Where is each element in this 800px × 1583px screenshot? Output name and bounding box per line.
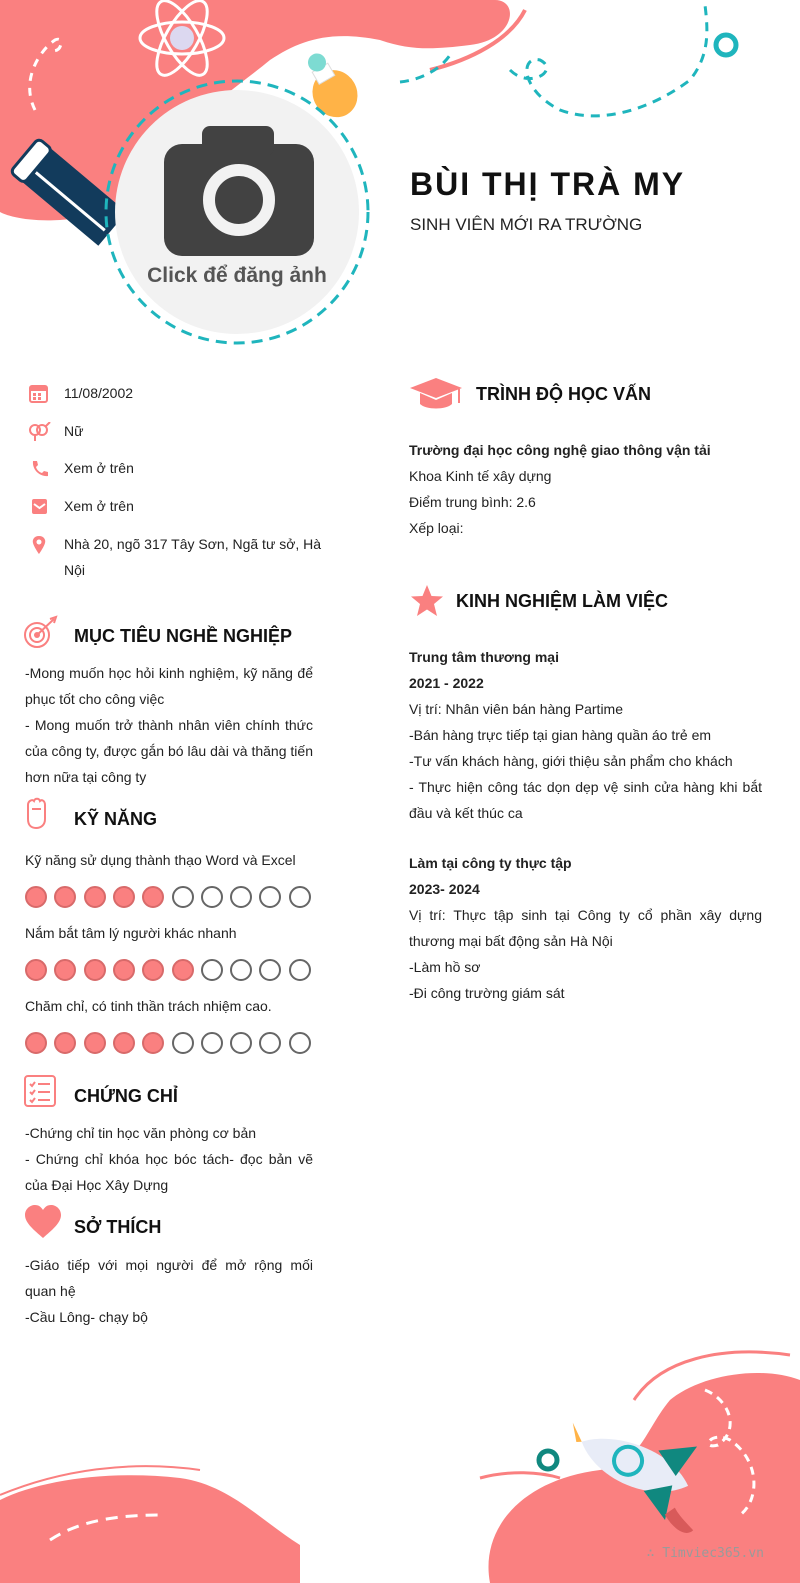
photo-placeholder-circle xyxy=(112,82,362,344)
job-period: 2023- 2024 xyxy=(409,881,480,897)
rating-dot xyxy=(289,1032,311,1054)
heart-icon xyxy=(24,1205,62,1239)
rating-dot xyxy=(25,1032,47,1054)
job-line: - Thực hiện công tác dọn dẹp vệ sinh cửa hàng khi bắt đầu và kết thúc ca xyxy=(409,779,762,821)
hobby-line: -Giáo tiếp với mọi người để mở rộng mối quan hệ xyxy=(25,1257,313,1299)
camera-icon xyxy=(164,126,314,256)
job-line: -Bán hàng trực tiếp tại gian hàng quần áo trẻ em xyxy=(409,727,712,743)
rating-dot xyxy=(230,959,252,981)
graduation-cap-icon xyxy=(408,376,464,412)
phone-value: Xem ở trên xyxy=(64,460,134,476)
rating-dot xyxy=(142,886,164,908)
email-value: Xem ở trên xyxy=(64,498,134,514)
skills-title: KỸ NĂNG xyxy=(74,809,158,829)
education-line: Xếp loại: xyxy=(409,520,464,536)
rating-dot xyxy=(259,1032,281,1054)
skill-name: Nắm bắt tâm lý người khác nhanh xyxy=(25,925,237,941)
rating-dot xyxy=(54,959,76,981)
job-company: Trung tâm thương mại xyxy=(409,649,559,665)
rating-dot xyxy=(84,1032,106,1054)
rating-dot xyxy=(84,886,106,908)
rating-dot xyxy=(113,886,135,908)
rating-dot xyxy=(25,959,47,981)
hobbies-text xyxy=(25,1252,313,1330)
watermark: ∴ Timviec365.vn xyxy=(646,1546,764,1561)
location-pin-icon xyxy=(25,535,53,555)
address-value: Nhà 20, ngõ 317 Tây Sơn, Ngã tư sở, Hà Nội xyxy=(64,536,322,578)
checklist-icon xyxy=(24,1075,56,1107)
education-school: Trường đại học công nghệ giao thông vận tải xyxy=(409,442,711,458)
rating-dot xyxy=(259,959,281,981)
rating-dot xyxy=(172,886,194,908)
job-line: Vị trí: Nhân viên bán hàng Partime xyxy=(409,701,624,717)
rating-dot xyxy=(54,886,76,908)
job-company: Làm tại công ty thực tập xyxy=(409,855,572,871)
rating-dot xyxy=(172,959,194,981)
rating-dot xyxy=(54,1032,76,1054)
rating-dot xyxy=(289,959,311,981)
rating-dot xyxy=(201,959,223,981)
job-line: -Tư vấn khách hàng, giới thiệu sản phẩm cho khách xyxy=(409,753,733,769)
education-details xyxy=(409,437,764,541)
rating-dot xyxy=(142,1032,164,1054)
hobbies-title: SỞ THÍCH xyxy=(74,1217,162,1237)
rating-dot xyxy=(289,886,311,908)
skill-rating xyxy=(25,886,315,910)
candidate-name: BÙI THỊ TRÀ MY xyxy=(410,166,686,202)
job-period: 2021 - 2022 xyxy=(409,675,484,691)
bottom-left-blob xyxy=(0,1475,300,1583)
calendar-icon xyxy=(25,384,53,404)
target-icon xyxy=(23,615,59,649)
rating-dot xyxy=(201,886,223,908)
skill-name: Chăm chỉ, có tinh thần trách nhiệm cao. xyxy=(25,998,272,1014)
job-line: Vị trí: Thực tập sinh tại Công ty cổ phần xây dựng thương mại bất động sản Hà Nội xyxy=(409,907,762,949)
rating-dot xyxy=(172,1032,194,1054)
certificate-line: - Chứng chỉ khóa học bóc tách- đọc bản vẽ của Đại Học Xây Dựng xyxy=(25,1151,313,1193)
candidate-position: SINH VIÊN MỚI RA TRƯỜNG xyxy=(410,215,643,234)
job-line: -Làm hồ sơ xyxy=(409,959,481,975)
education-line: Khoa Kinh tế xây dựng xyxy=(409,468,552,484)
email-icon xyxy=(25,497,53,517)
objective-line: - Mong muốn trở thành nhân viên chính thức của công ty, được gắn bó lâu dài và thăng tiến hơn nữa tại công ty xyxy=(25,717,313,785)
birthday-value: 11/08/2002 xyxy=(64,385,134,401)
objective-line: -Mong muốn học hỏi kinh nghiệm, kỹ năng để phục tốt cho công việc xyxy=(25,665,313,707)
rating-dot xyxy=(25,886,47,908)
job-entry xyxy=(409,644,762,826)
objective-title: MỤC TIÊU NGHỀ NGHIỆP xyxy=(74,626,293,646)
phone-icon xyxy=(25,459,53,479)
objective-text xyxy=(25,660,313,790)
rating-dot xyxy=(201,1032,223,1054)
rating-dot xyxy=(113,959,135,981)
rating-dot xyxy=(230,886,252,908)
experience-title: KINH NGHIỆM LÀM VIỆC xyxy=(456,591,669,611)
star-icon xyxy=(409,584,445,618)
job-line: -Đi công trường giám sát xyxy=(409,985,565,1001)
skill-rating xyxy=(25,1032,315,1056)
gender-value: Nữ xyxy=(64,423,84,439)
education-title: TRÌNH ĐỘ HỌC VẤN xyxy=(476,384,651,404)
rating-dot xyxy=(84,959,106,981)
certificate-line: -Chứng chỉ tin học văn phòng cơ bản xyxy=(25,1125,257,1141)
rating-dot xyxy=(113,1032,135,1054)
skill-name: Kỹ năng sử dụng thành thạo Word và Excel xyxy=(25,852,296,868)
education-line: Điểm trung bình: 2.6 xyxy=(409,494,536,510)
rating-dot xyxy=(230,1032,252,1054)
photo-upload[interactable] xyxy=(112,82,362,344)
skill-rating xyxy=(25,959,315,983)
photo-upload-label[interactable]: Click để đăng ảnh xyxy=(147,264,327,287)
certificates-text xyxy=(25,1120,313,1198)
hobby-line: -Cầu Lông- chạy bộ xyxy=(25,1309,148,1325)
job-entry xyxy=(409,850,762,1006)
rating-dot xyxy=(259,886,281,908)
certificates-title: CHỨNG CHỈ xyxy=(74,1086,178,1106)
fist-icon xyxy=(25,797,47,829)
rating-dot xyxy=(142,959,164,981)
gender-icon xyxy=(25,422,53,442)
